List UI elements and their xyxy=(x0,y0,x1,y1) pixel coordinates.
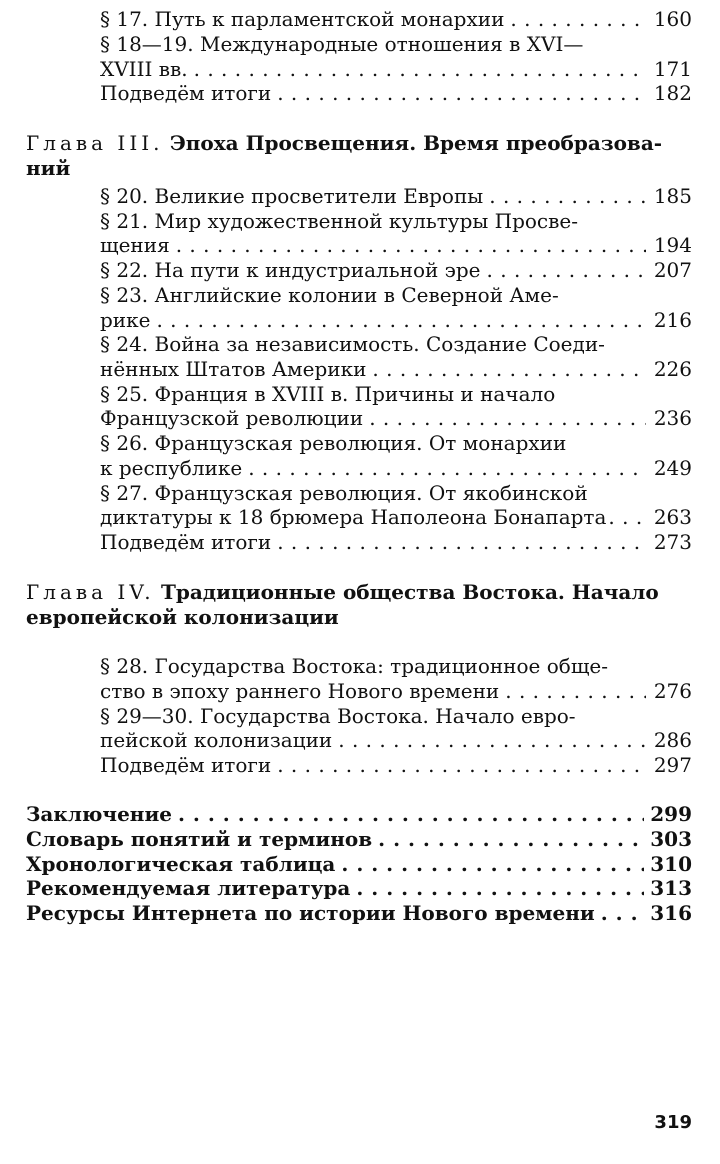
dot-leader xyxy=(489,184,646,209)
entry-title: к республике xyxy=(100,456,243,480)
dot-leader xyxy=(369,406,646,431)
entry-title: § 26. Французская революция. От монархии xyxy=(100,431,567,455)
entry-page: 160 xyxy=(653,7,692,31)
chapter-label: Глава III. xyxy=(26,131,164,155)
toc-entry xyxy=(100,184,692,209)
toc-entry xyxy=(100,283,692,308)
chapter-name: европейской колонизации xyxy=(26,605,339,629)
entry-page: 226 xyxy=(653,357,692,381)
toc-entry xyxy=(100,753,692,778)
toc-entry xyxy=(26,827,692,852)
entry-title: XVIII вв. xyxy=(100,57,188,81)
entry-page: 216 xyxy=(653,308,692,332)
toc-entry xyxy=(100,505,692,530)
dot-leader xyxy=(510,7,646,32)
toc-entry xyxy=(100,679,692,704)
entry-title: Подведём итоги xyxy=(100,753,272,777)
entry-page: 171 xyxy=(653,57,692,81)
entry-page: 310 xyxy=(650,852,692,876)
toc-entry xyxy=(100,233,692,258)
entry-title: § 21. Мир художественной культуры Просве- xyxy=(100,209,578,233)
entry-title: § 23. Английские колонии в Северной Аме- xyxy=(100,283,559,307)
dot-leader xyxy=(277,753,646,778)
toc-entry xyxy=(100,81,692,106)
toc-entry xyxy=(26,802,692,827)
toc-entry xyxy=(100,32,692,57)
entry-title: Хронологическая таблица xyxy=(26,852,336,876)
entry-title: пейской колонизации xyxy=(100,728,333,752)
entry-page: 185 xyxy=(653,184,692,208)
dot-leader xyxy=(378,827,644,852)
dot-leader xyxy=(338,728,646,753)
chapter-name: ний xyxy=(26,156,71,180)
entry-title: § 18—19. Международные отношения в XVI— xyxy=(100,32,584,56)
toc-entry xyxy=(100,258,692,283)
dot-leader xyxy=(505,679,646,704)
entry-title: § 22. На пути к индустриальной эре xyxy=(100,258,481,282)
page-number: 319 xyxy=(654,1112,692,1133)
toc-entry xyxy=(100,456,692,481)
dot-leader xyxy=(277,530,646,555)
entry-title: Подведём итоги xyxy=(100,530,272,554)
toc-entry xyxy=(100,481,692,506)
entry-title: § 17. Путь к парламентской монархии xyxy=(100,7,505,31)
toc-entry xyxy=(100,357,692,382)
entry-page: 297 xyxy=(653,753,692,777)
entry-page: 303 xyxy=(650,827,692,851)
chapter-name: Эпоха Просвещения. Время преобразова- xyxy=(169,131,663,155)
toc-entry xyxy=(100,728,692,753)
chapter-label: Глава IV. xyxy=(26,580,155,604)
entry-title: § 27. Французская революция. От якобинской xyxy=(100,481,588,505)
toc-entry xyxy=(26,901,692,926)
entry-title: Ресурсы Интернета по истории Нового времени xyxy=(26,901,595,925)
toc-entry xyxy=(26,852,692,877)
toc-entry xyxy=(100,431,692,456)
dot-leader xyxy=(178,802,644,827)
entry-page: 286 xyxy=(653,728,692,752)
dot-leader xyxy=(248,456,646,481)
chapter-heading-cont xyxy=(26,605,692,630)
toc-entry xyxy=(100,382,692,407)
entry-page: 299 xyxy=(650,802,692,826)
entry-title: Заключение xyxy=(26,802,172,826)
toc-entry xyxy=(100,704,692,729)
dot-leader xyxy=(601,901,645,926)
chapter-heading-cont xyxy=(26,156,692,181)
entry-title: Рекомендуемая литература xyxy=(26,876,351,900)
dot-leader xyxy=(608,505,650,530)
entry-title: § 25. Франция в XVIII в. Причины и начало xyxy=(100,382,556,406)
entry-title: § 24. Война за независимость. Создание Соеди- xyxy=(100,332,605,356)
entry-page: 276 xyxy=(653,679,692,703)
toc-entry xyxy=(100,406,692,431)
toc-entry xyxy=(100,57,692,82)
entry-page: 263 xyxy=(653,505,692,529)
toc-entry xyxy=(100,7,692,32)
dot-leader xyxy=(487,258,646,283)
entry-title: § 28. Государства Востока: традиционное обще- xyxy=(100,654,609,678)
entry-title: Французской революции xyxy=(100,406,364,430)
entry-title: § 29—30. Государства Востока. Начало евро- xyxy=(100,704,576,728)
chapter-heading xyxy=(26,580,692,605)
dot-leader xyxy=(372,357,646,382)
entry-title: Словарь понятий и терминов xyxy=(26,827,373,851)
entry-title: § 20. Великие просветители Европы xyxy=(100,184,484,208)
entry-title: диктатуры к 18 брюмера Наполеона Бонапарта xyxy=(100,505,607,529)
entry-title: Подведём итоги xyxy=(100,81,272,105)
entry-page: 273 xyxy=(653,530,692,554)
dot-leader xyxy=(176,233,646,258)
toc-entry xyxy=(100,530,692,555)
entry-title: нённых Штатов Америки xyxy=(100,357,367,381)
entry-title: ство в эпоху раннего Нового времени xyxy=(100,679,500,703)
toc-entry xyxy=(100,332,692,357)
chapter-heading xyxy=(26,131,692,156)
entry-page: 182 xyxy=(653,81,692,105)
entry-page: 313 xyxy=(650,876,692,900)
entry-page: 194 xyxy=(653,233,692,257)
toc-entry xyxy=(100,654,692,679)
entry-title: рике xyxy=(100,308,151,332)
entry-page: 236 xyxy=(653,406,692,430)
entry-page: 249 xyxy=(653,456,692,480)
entry-title: щения xyxy=(100,233,170,257)
toc-entry xyxy=(100,308,692,333)
dot-leader xyxy=(277,81,646,106)
dot-leader xyxy=(194,57,646,82)
chapter-name: Традиционные общества Востока. Начало xyxy=(160,580,659,604)
toc-entry xyxy=(100,209,692,234)
toc-entry xyxy=(26,876,692,901)
dot-leader xyxy=(156,308,646,333)
dot-leader xyxy=(341,852,644,877)
entry-page: 316 xyxy=(650,901,692,925)
dot-leader xyxy=(356,876,644,901)
entry-page: 207 xyxy=(653,258,692,282)
